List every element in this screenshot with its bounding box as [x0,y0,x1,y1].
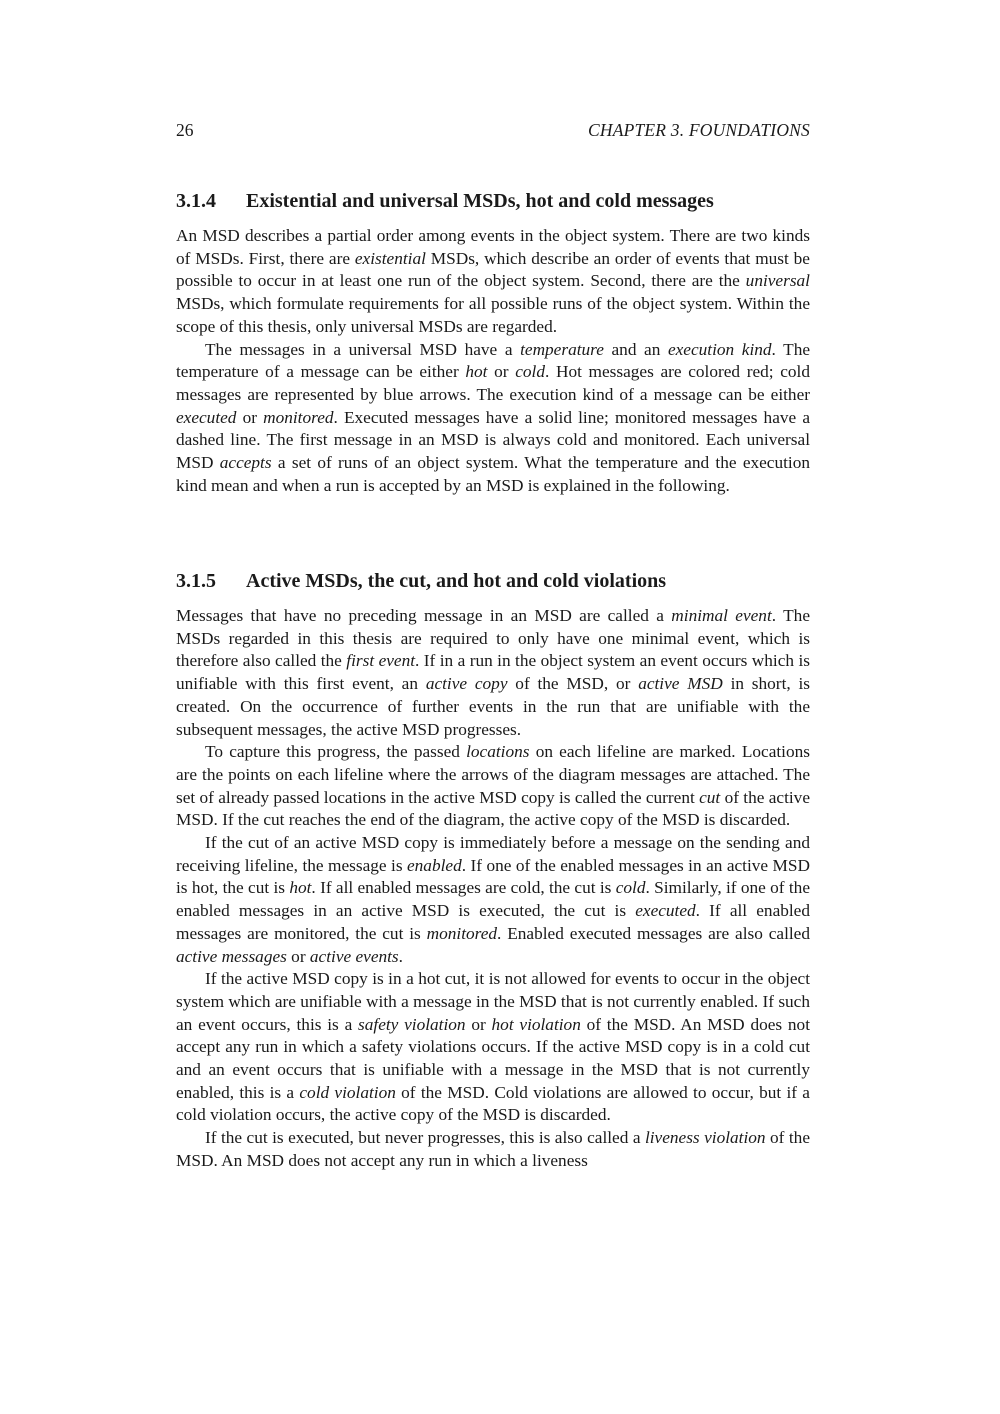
emphasized-term: executed [176,407,237,427]
emphasized-term: locations [466,742,530,762]
paragraph: To capture this progress, the passed locations on each lifeline are marked. Locations are the points on each lifeline where the arrows of the diagram messages are attached. The set of already passed locations in the active MSD copy is called the current cut of the active MSD. If the cut reaches the end of the diagram, the active copy of the MSD is discarded. [176,742,810,830]
emphasized-term: executed [635,901,696,921]
emphasized-term: active MSD [638,674,723,694]
emphasized-term: active events [309,946,399,966]
emphasized-term: hot [289,878,312,898]
paragraph: If the cut of an active MSD copy is immediately before a message on the sending and receiving lifeline, the message is enabled. If one of the enabled messages in an active MSD is hot, the cut is hot. If all enabled messages are cold, the cut is cold. Similarly, if one of the enabled messages in an active MSD is executed, the cut is executed. If all enabled messages are monitored, the cut is monitored. Enabled executed messages are also called active messages or active events. [176,833,810,966]
section-body [176,225,810,497]
paragraph: If the active MSD copy is in a hot cut, it is not allowed for events to occur in the object system which are unifiable with a message in the MSD that is not currently enabled. If such an event occurs, this is a safety violation or hot violation of the MSD. An MSD does not accept any run in which a safety violations occurs. If the active MSD copy is in a cold cut and an event occurs that is unifiable with a message in the MSD that is not currently enabled, this is a cold violation of the MSD. Cold violations are allowed to occur, but if a cold violation occurs, the active copy of the MSD is discarded. [176,969,810,1125]
emphasized-term: monitored [263,407,334,427]
paragraph: The messages in a universal MSD have a temperature and an execution kind. The temperature of a message can be either hot or cold. Hot messages are colored red; cold messages are represented by blue arrows. The execution kind of a message can be either executed or monitored. Executed messages have a solid line; monitored messages have a dashed line. The first message in an MSD is always cold and monitored. Each universal MSD accepts a set of runs of an object system. What the temperature and the execution kind mean and when a run is accepted by an MSD is explained in the following. [176,339,811,495]
emphasized-term: hot [465,362,488,382]
emphasized-term: temperature [520,339,604,359]
paragraph: If the cut is executed, but never progresses, this is also called a liveness violation of the MSD. An MSD does not accept any run in which a liveness [176,1128,810,1170]
emphasized-term: accepts [219,453,272,473]
section-number: 3.1.5 [176,570,216,592]
section-3-1-5 [176,569,810,1173]
emphasized-term: active copy [425,674,508,694]
emphasized-term: minimal event [671,606,772,625]
page-number: 26 [176,120,194,140]
emphasized-term: cold [615,878,646,898]
emphasized-term: existential [354,248,426,268]
chapter-title: CHAPTER 3. FOUNDATIONS [587,120,810,140]
section-heading [176,569,810,593]
section-title: Existential and universal MSDs, hot and cold messages [246,190,714,212]
section-heading [176,189,810,213]
emphasized-term: safety violation [358,1014,466,1034]
emphasized-term: execution kind [667,339,772,359]
section-title: Active MSDs, the cut, and hot and cold violations [246,570,667,592]
emphasized-term: enabled [407,855,462,875]
emphasized-term: cold [515,362,545,382]
section-number: 3.1.4 [176,190,216,212]
section-3-1-4 [176,189,810,497]
emphasized-term: universal [745,271,810,291]
section-body [176,605,810,1173]
emphasized-term: hot violation [491,1014,581,1034]
emphasized-term: monitored [426,923,498,943]
emphasized-term: active messages [176,946,287,966]
emphasized-term: cold violation [299,1082,396,1102]
emphasized-term: first event [346,651,416,671]
running-head [176,120,810,144]
paragraph: An MSD describes a partial order among events in the object system. There are two kinds of MSDs. First, there are existential MSDs, which describe an order of events that must be possible to occur in at least one run of the object system. Second, there are the universal MSDs, which formulate requirements for all possible runs of the object system. Within the scope of this thesis, only universal MSDs are regarded. [176,226,810,336]
paragraph: Messages that have no preceding message in an MSD are called a minimal event. The MSDs regarded in this thesis are required to only have one minimal event, which is therefore also called the first event. If in a run in the object system an event occurs which is unifiable with this first event, an active copy of the MSD, or active MSD in short, is created. On the occurrence of further events in the run that are unifiable with the subsequent messages, the active MSD progresses. [176,606,811,739]
emphasized-term: liveness violation [644,1128,766,1148]
emphasized-term: cut [699,787,721,807]
